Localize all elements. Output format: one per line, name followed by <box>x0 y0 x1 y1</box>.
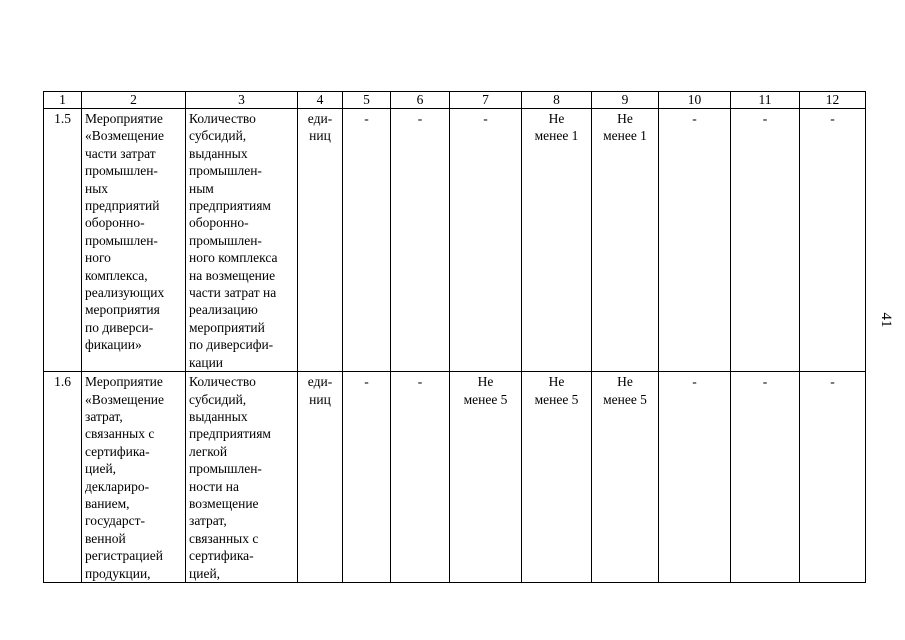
header-cell-12: 12 <box>800 92 866 109</box>
measure-name-cell: Мероприятие «Возмещение затрат, связанных с сертифика- цией, деклариро- ванием, государст- венной регистрацией продукции, <box>82 372 186 583</box>
value-cell-9: Не менее 1 <box>592 109 659 372</box>
value-cell-11: - <box>731 372 800 583</box>
indicator-name-cell: Количество субсидий, выданных промышлен- ным предприятиям оборонно- промышлен- ного комплекса на возмещение части затрат на реализацию мероприятий по диверсифи- кации <box>186 109 298 372</box>
header-cell-11: 11 <box>731 92 800 109</box>
header-cell-2: 2 <box>82 92 186 109</box>
value-cell-10: - <box>659 372 731 583</box>
table-row <box>44 109 866 372</box>
header-cell-9: 9 <box>592 92 659 109</box>
indicators-table <box>43 91 866 583</box>
header-cell-7: 7 <box>450 92 522 109</box>
unit-cell: еди- ниц <box>298 372 343 583</box>
indicator-name-cell: Количество субсидий, выданных предприятиям легкой промышлен- ности на возмещение затрат, связанных с сертифика- цией, <box>186 372 298 583</box>
unit-cell: еди- ниц <box>298 109 343 372</box>
value-cell-5: - <box>343 372 391 583</box>
value-cell-8: Не менее 5 <box>522 372 592 583</box>
measure-name-cell: Мероприятие «Возмещение части затрат промышлен- ных предприятий оборонно- промышлен- ного комплекса, реализующих мероприятия по диверси- фикации» <box>82 109 186 372</box>
value-cell-5: - <box>343 109 391 372</box>
value-cell-12: - <box>800 109 866 372</box>
value-cell-8: Не менее 1 <box>522 109 592 372</box>
value-cell-6: - <box>391 372 450 583</box>
header-cell-8: 8 <box>522 92 592 109</box>
value-cell-12: - <box>800 372 866 583</box>
value-cell-7: - <box>450 109 522 372</box>
value-cell-10: - <box>659 109 731 372</box>
header-cell-10: 10 <box>659 92 731 109</box>
header-cell-4: 4 <box>298 92 343 109</box>
value-cell-11: - <box>731 109 800 372</box>
value-cell-6: - <box>391 109 450 372</box>
header-cell-5: 5 <box>343 92 391 109</box>
header-cell-6: 6 <box>391 92 450 109</box>
table-row <box>44 372 866 583</box>
header-cell-3: 3 <box>186 92 298 109</box>
table-header-row <box>44 92 866 109</box>
value-cell-9: Не менее 5 <box>592 372 659 583</box>
row-number-cell: 1.5 <box>44 109 82 372</box>
row-number-cell: 1.6 <box>44 372 82 583</box>
value-cell-7: Не менее 5 <box>450 372 522 583</box>
page-number: 41 <box>878 312 894 328</box>
header-cell-1: 1 <box>44 92 82 109</box>
